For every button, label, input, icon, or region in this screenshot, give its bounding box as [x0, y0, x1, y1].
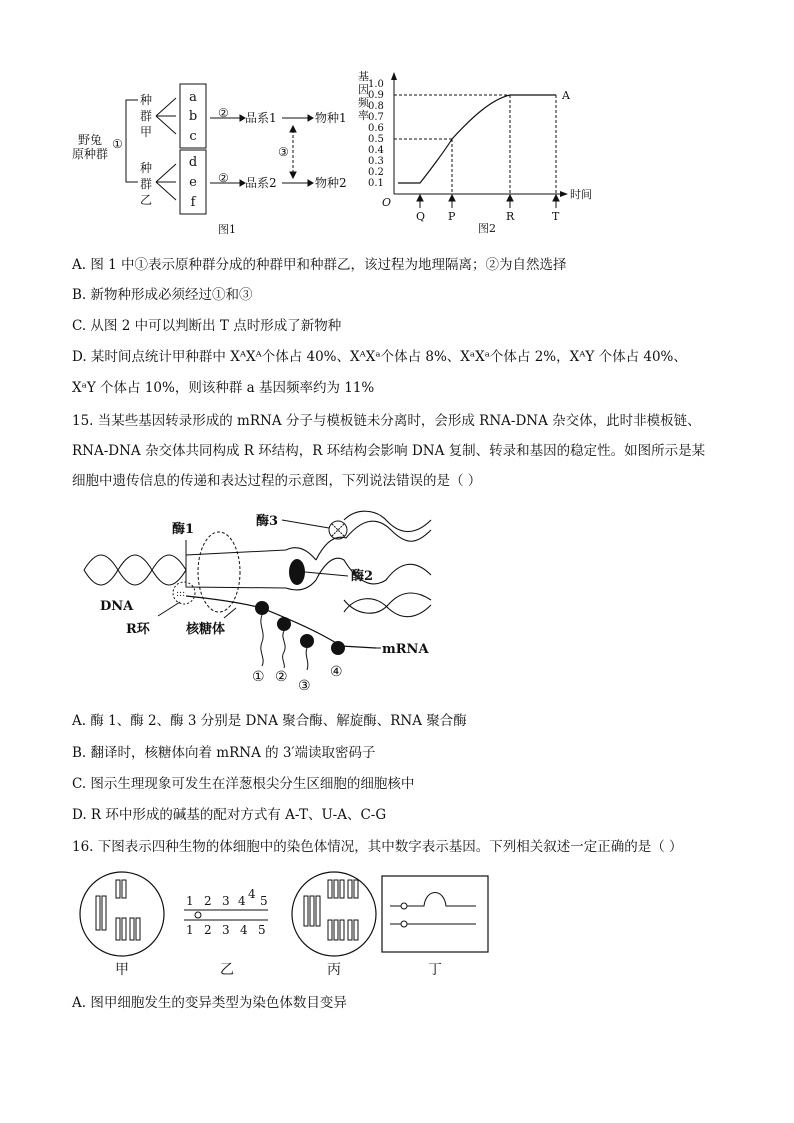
polypeptide-3-label: ③	[298, 678, 311, 694]
ribosome-1	[255, 601, 269, 615]
q15-stem-line3: 细胞中遗传信息的传递和表达过程的示意图，下列说法错误的是（ ）	[72, 473, 482, 489]
q16-option-a: A. 图甲细胞发生的变异类型为染色体数目变异	[72, 995, 347, 1011]
y-label-char-1: 基	[358, 70, 369, 83]
figure-2-gene-frequency-chart	[340, 68, 620, 240]
label-bing: 丙	[327, 962, 341, 978]
enzyme-3-label: 酶3	[256, 514, 279, 529]
dna-helix-right	[316, 511, 431, 616]
origin-label: O	[382, 196, 392, 209]
polypeptide-1-label: ①	[252, 669, 265, 685]
ribosome-label: 核糖体	[186, 622, 226, 637]
y-label-char-4: 率	[358, 109, 369, 122]
x-arrowhead-t	[553, 195, 559, 201]
enzyme-1-label: 酶1	[172, 522, 195, 537]
x-tick-q: Q	[416, 210, 426, 223]
replication-bubble-strands	[186, 550, 286, 588]
allele-c: c	[189, 129, 197, 144]
q16-stem: 16. 下图表示四种生物的体细胞中的染色体情况，其中数字表示基因。下列相关叙述一定正确的是（ ）	[72, 839, 683, 855]
allele-e: e	[189, 175, 197, 190]
x-axis-label: 时间	[570, 188, 592, 201]
y-tick-0.5: 0.5	[368, 134, 384, 145]
yi-top-gene-2: 2	[204, 894, 212, 908]
source-pop-label-2: 原种群	[72, 147, 109, 161]
polypeptide-4-label: ④	[330, 664, 343, 680]
q15-stem-line1: 15. 当某些基因转录形成的 mRNA 分子与模板链未分离时，会形成 RNA-DNA 杂交体，此时非模板链、	[72, 413, 701, 429]
y-tick-0.8: 0.8	[368, 101, 384, 112]
ribosome-3	[300, 634, 314, 648]
pop-b-char-1: 种	[140, 161, 153, 175]
enzyme-3-pointer	[282, 520, 329, 528]
q15-option-c: C. 图示生理现象可发生在洋葱根尖分生区细胞的细胞核中	[72, 776, 415, 792]
step-2-label-b: ②	[218, 171, 229, 185]
x-tick-r: R	[506, 210, 515, 223]
q14-option-d-line2: XᵃY 个体占 10%，则该种群 a 基因频率约为 11%	[72, 380, 375, 396]
pop-a-char-2: 群	[140, 109, 153, 123]
q14-option-c: C. 从图 2 中可以判断出 T 点时形成了新物种	[72, 318, 342, 334]
q15-option-b: B. 翻译时，核糖体向着 mRNA 的 3′端读取密码子	[72, 745, 376, 761]
y-tick-0.6: 0.6	[368, 123, 384, 134]
q15-r-loop-diagram	[76, 500, 446, 700]
y-label-char-2: 因	[358, 83, 369, 96]
species-2: 物种2	[315, 176, 347, 190]
frame-ding	[382, 876, 488, 952]
yi-bottom-gene-1: 1	[186, 923, 194, 937]
y-tick-0.3: 0.3	[368, 156, 384, 167]
yi-bottom-gene-4: 4	[240, 923, 248, 937]
q15-option-a: A. 酶 1、酶 2、酶 3 分别是 DNA 聚合酶、解旋酶、RNA 聚合酶	[72, 713, 467, 729]
pop-a-char-1: 种	[140, 93, 153, 107]
q14-option-b: B. 新物种形成必须经过①和③	[72, 287, 253, 303]
y-tick-labels	[368, 79, 384, 189]
source-pop-label-1: 野兔	[78, 133, 103, 147]
figure-1-speciation-diagram	[68, 70, 368, 240]
y-tick-1.0: 1.0	[368, 79, 384, 90]
y-tick-0.2: 0.2	[368, 167, 384, 178]
enzyme-3-icon	[329, 521, 347, 539]
x-tick-t: T	[552, 210, 560, 223]
yi-bottom-gene-3: 3	[222, 923, 230, 937]
x-tick-arrows	[417, 195, 559, 208]
y-tick-0.7: 0.7	[368, 112, 384, 123]
q15-stem-line2: RNA-DNA 杂交体共同构成 R 环结构，R 环结构会影响 DNA 复制、转录和基因的稳定性。如图所示是某	[72, 443, 706, 459]
yi-top-gene-4a: 4	[238, 894, 246, 908]
enzyme-2-label: 酶2	[351, 569, 374, 584]
r-loop-label: R环	[126, 622, 150, 637]
y-tick-0.4: 0.4	[368, 145, 384, 156]
figure-1-caption: 图1	[218, 223, 236, 236]
dna-helix-left	[84, 555, 186, 585]
q14-option-a: A. 图 1 中①表示原种群分成的种群甲和种群乙，该过程为地理隔离；②为自然选择	[72, 257, 567, 273]
cell-bing-chromosomes	[304, 880, 358, 940]
yi-bottom-gene-5: 5	[258, 923, 266, 937]
x-arrowhead-p	[449, 195, 455, 201]
allele-b: b	[188, 109, 198, 124]
guide-lines	[394, 95, 556, 194]
x-tick-p: P	[448, 210, 456, 223]
x-axis-arrow	[560, 191, 568, 197]
step-2-label-a: ②	[218, 106, 229, 120]
branch-bracket	[126, 100, 138, 182]
allele-d: d	[188, 155, 198, 170]
label-jia: 甲	[115, 962, 129, 978]
yi-top-gene-4b: 4	[248, 887, 256, 901]
polypeptide-2-label: ②	[275, 669, 288, 685]
x-arrowhead-q	[417, 195, 423, 201]
yi-bottom-gene-2: 2	[204, 923, 212, 937]
pop-a-char-3: 甲	[140, 125, 153, 139]
mrna-label: mRNA	[382, 642, 429, 657]
cell-jia-chromosomes	[96, 880, 140, 940]
ribosome-4	[331, 641, 345, 655]
q15-option-d: D. R 环中形成的碱基的配对方式有 A-T、U-A、C-G	[72, 807, 387, 823]
dna-label: DNA	[100, 599, 134, 614]
allele-a: a	[189, 90, 197, 105]
yi-top-gene-1: 1	[186, 894, 194, 908]
enzyme-2-icon	[289, 559, 305, 585]
chromosome-yi	[184, 910, 268, 920]
q16-chromosome-figures	[76, 868, 496, 980]
label-ding: 丁	[428, 962, 442, 978]
svg-text::::: :::	[176, 589, 186, 599]
yi-top-gene-3: 3	[222, 894, 230, 908]
strain-2: 品系2	[245, 176, 277, 190]
curve-end-label: A	[562, 89, 570, 102]
ribosome-2	[277, 617, 291, 631]
figure-2-caption: 图2	[478, 222, 496, 235]
q14-option-d-line1: D. 某时间点统计甲种群中 XᴬXᴬ个体占 40%、XᴬXᵃ个体占 8%、XᵃXᵃ个体占 2%，XᴬY 个体占 40%、	[72, 349, 687, 365]
step-1-label: ①	[112, 137, 123, 151]
label-yi: 乙	[220, 962, 234, 978]
allele-f: f	[190, 195, 196, 210]
x-arrowhead-r	[507, 195, 513, 201]
strain-1: 品系1	[245, 111, 277, 125]
enzyme-2-pointer	[305, 572, 348, 576]
pop-b-char-3: 乙	[140, 193, 153, 207]
pop-b-char-2: 群	[140, 177, 153, 191]
y-label-char-3: 频	[358, 96, 369, 109]
step-3-label: ③	[278, 145, 289, 159]
y-axis-arrow	[391, 72, 397, 80]
species-1: 物种1	[315, 111, 347, 125]
chromosome-ding	[390, 893, 476, 928]
y-tick-0.9: 0.9	[368, 90, 384, 101]
yi-top-gene-5: 5	[260, 894, 268, 908]
y-tick-0.1: 0.1	[368, 178, 384, 189]
